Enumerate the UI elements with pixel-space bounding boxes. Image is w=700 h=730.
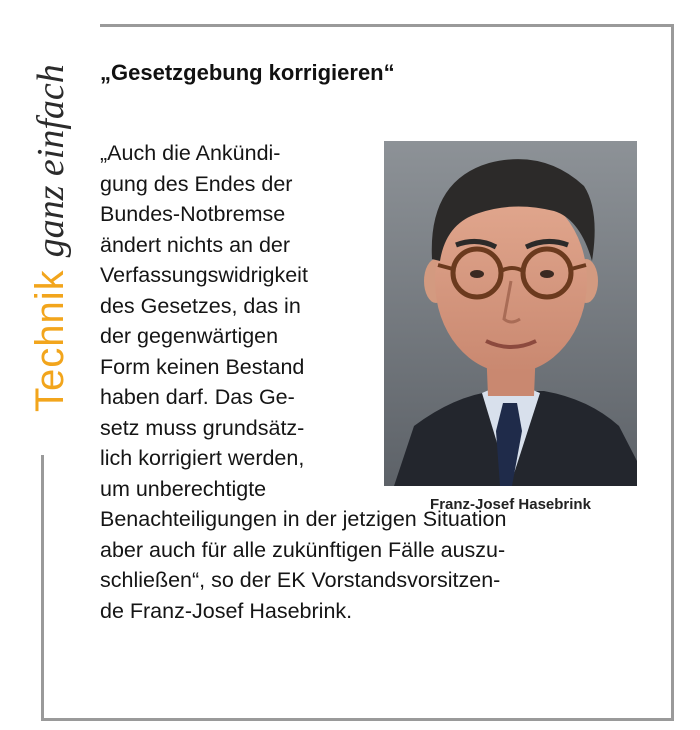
quote-line: um unberechtigte [100,476,267,501]
frame-right-border [671,24,674,721]
section-label-technik: Technik [28,269,72,412]
frame-left-border [41,455,44,721]
quote-line: Bundes-Notbremse [100,202,286,226]
quote-line: Form keinen Bestand [100,354,305,379]
quote-line: aber auch für alle zukünftigen Fälle auszu- [100,537,506,562]
quote-line: de Franz-Josef Hasebrink. [100,598,353,623]
quote-line: der gegenwärtigen [100,324,279,348]
frame-bottom-border [41,718,674,721]
quote-line: gung des Endes der [100,171,293,196]
photo-caption: Franz-Josef Hasebrink [430,496,591,513]
quote-line: Benachteiligungen in der jetzigen Situation [100,507,507,531]
frame-top-border [100,24,673,27]
quote-line: schließen“, so der EK Vorstandsvorsitzen- [100,568,501,592]
quote-line: haben darf. Das Ge- [100,385,295,409]
quote-line: des Gesetzes, das in [100,293,301,318]
section-label [30,64,70,412]
quote-line: ändert nichts an der [100,232,291,257]
quote-line: lich korrigiert werden, [100,446,305,470]
quote-line: setz muss grundsätz- [100,415,305,440]
article-headline: „Gesetzgebung korrigieren“ [100,60,395,85]
section-label-ganz-einfach: ganz einfach [30,64,72,258]
quote-line: Verfassungswidrigkeit [100,263,308,287]
portrait-photo [384,141,637,486]
quote-line: „Auch die Ankündi- [100,141,281,165]
